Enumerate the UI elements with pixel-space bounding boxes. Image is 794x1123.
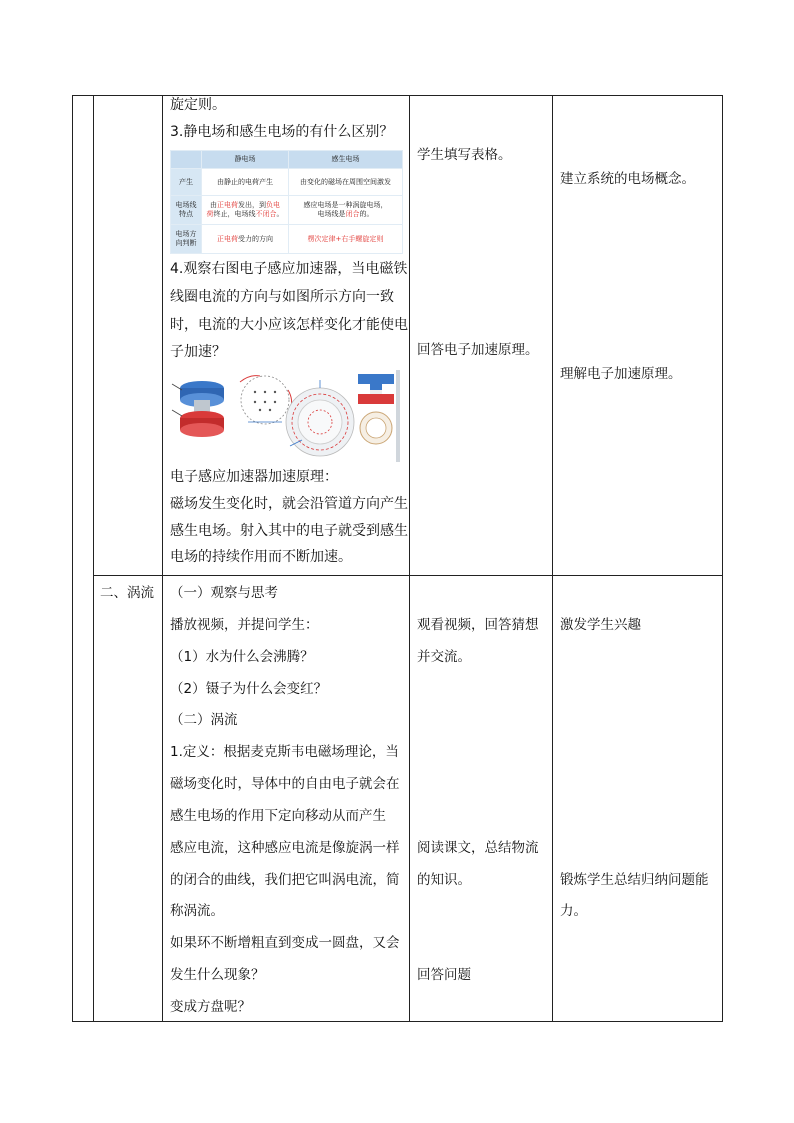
student-activity: 回答电子加速原理。 (417, 342, 539, 358)
definition-line: 感应电流，这种感应电流是像旋涡一样 (170, 840, 400, 856)
design-intent: 锻炼学生总结归纳问题能 (560, 872, 709, 888)
design-intent: 建立系统的电场概念。 (560, 171, 695, 187)
teacher-question: 发生什么现象？ (170, 967, 265, 983)
definition-line: 的闭合的曲线，我们把它叫涡电流，简 (170, 872, 400, 888)
teacher-question: （1）水为什么会沸腾？ (170, 649, 314, 665)
subheading: （一）观察与思考 (170, 585, 278, 601)
cell-text: 受力的方向 (238, 234, 273, 243)
definition-line: 1.定义：根据麦克斯韦电磁场理论，当 (170, 744, 399, 760)
table-header-cell: 感生电场 (289, 151, 403, 169)
principle-line: 感生电场。射入其中的电子就受到感生 (170, 523, 408, 539)
cell-text: 发出，到 (238, 201, 266, 209)
table-cell (202, 196, 289, 225)
label-text: 向判断 (175, 239, 197, 247)
table-border-left (72, 95, 73, 1022)
question-4-line: 线圈电流的方向与如图所示方向一致 (170, 289, 394, 305)
cell-text: 电场线是 (317, 210, 346, 218)
design-intent: 理解电子加速原理。 (560, 366, 682, 382)
table-cell (289, 196, 403, 225)
definition-line: 感生电场的作用下定向移动从而产生 (170, 808, 386, 824)
accelerator-diagram (170, 370, 403, 462)
cell-highlight: 正电荷 (217, 201, 238, 209)
design-intent: 力。 (560, 903, 587, 919)
cell-text: 的。 (359, 210, 374, 218)
cell-highlight: 负电 (266, 201, 280, 209)
cell-highlight: 闭合 (345, 210, 360, 218)
principle-title: 电子感应加速器加速原理： (170, 469, 338, 485)
table-col-line (162, 95, 163, 1022)
principle-line: 电场的持续作用而不断加速。 (170, 549, 352, 565)
table-col-line (552, 95, 553, 1022)
question-4-line: 时，电流的大小应该怎样变化才能使电 (170, 317, 408, 333)
student-activity: 学生填写表格。 (417, 147, 512, 163)
label-text: 电场线 (175, 201, 197, 209)
cell-text: 。 (276, 210, 284, 218)
table-border-right (722, 95, 723, 1022)
table-row-divider (93, 575, 723, 576)
label-text: 电场方 (175, 230, 197, 238)
table-col-line (93, 95, 94, 1022)
definition-line: 称涡流。 (170, 903, 224, 919)
cell-text: 终止，电场线 (213, 210, 256, 218)
subheading: （二）涡流 (170, 712, 238, 728)
cell-text: 感应电场是一种涡旋电场， (303, 201, 388, 209)
table-header-cell: 静电场 (202, 151, 289, 169)
table-row-label: 产生 (171, 169, 202, 196)
table-cell: 由静止的电荷产生 (202, 169, 289, 196)
teacher-question: 如果环不断增粗直到变成一圆盘，又会 (170, 935, 400, 951)
teacher-question: 变成方盘呢？ (170, 999, 251, 1015)
question-4-line: 子加速？ (170, 344, 226, 360)
design-intent: 激发学生兴趣 (560, 617, 641, 633)
table-border-bottom (72, 1021, 723, 1022)
student-activity: 阅读课文，总结物流 (417, 840, 539, 856)
table-cell: 由变化的磁场在周围空间激发 (289, 169, 403, 196)
table-cell (289, 225, 403, 254)
student-activity: 回答问题 (417, 967, 471, 983)
definition-line: 磁场变化时，导体中的自由电子就会在 (170, 776, 400, 792)
cell-text: 由 (210, 201, 217, 209)
question-4-line: 4.观察右图电子感应加速器，当电磁铁 (170, 261, 408, 277)
principle-line: 磁场发生变化时，就会沿管道方向产生 (170, 496, 408, 512)
table-header-cell (171, 151, 202, 169)
student-activity: 并交流。 (417, 649, 471, 665)
question-3: 3.静电场和感生电场的有什么区别？ (170, 124, 394, 140)
field-comparison-table (170, 150, 403, 254)
table-col-line (409, 95, 410, 1022)
section-label: 二、涡流 (100, 585, 154, 601)
label-text: 特点 (179, 210, 193, 218)
table-row-label (171, 225, 202, 254)
table-cell (202, 225, 289, 254)
cell-highlight: 正电荷 (217, 234, 238, 243)
electron-accelerator-illustration (170, 370, 403, 462)
student-activity: 的知识。 (417, 872, 471, 888)
cell-highlight: 荷 (206, 210, 214, 218)
teacher-text-line: 播放视频，并提问学生： (170, 617, 319, 633)
table-row-label (171, 196, 202, 225)
cell-highlight: 不闭合 (255, 210, 277, 218)
cell-highlight: 楞次定律+右手螺旋定则 (307, 234, 384, 243)
teacher-question: （2）镊子为什么会变红？ (170, 681, 328, 697)
student-activity: 观看视频，回答猜想 (417, 617, 539, 633)
teacher-text-line: 旋定则。 (170, 97, 226, 113)
